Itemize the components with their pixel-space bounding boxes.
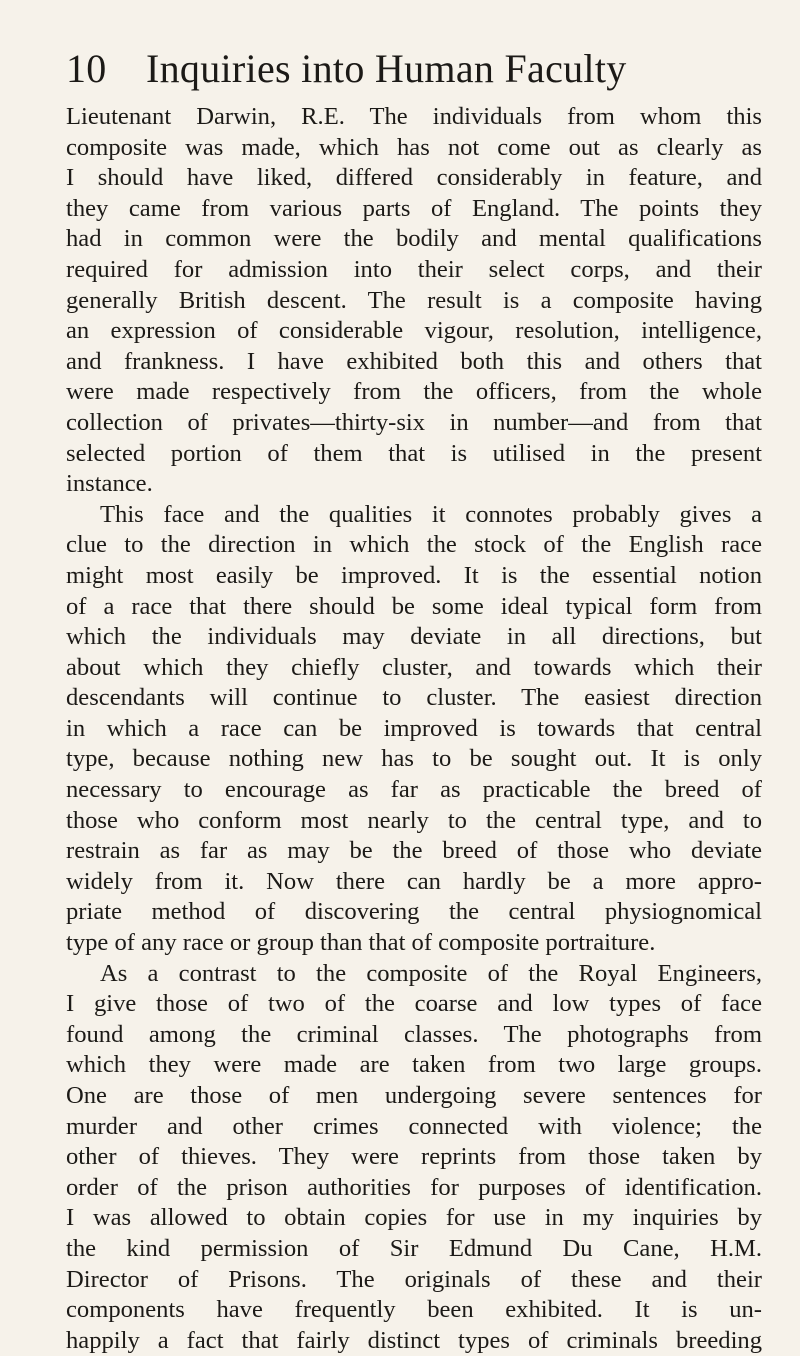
text-line: an expression of considerable vigour, resolution, intelligence, bbox=[66, 317, 762, 345]
text-line: other of thieves. They were reprints from those taken by bbox=[66, 1143, 762, 1171]
text-line: composite was made, which has not come out as clearly as bbox=[66, 133, 762, 161]
body-text bbox=[66, 102, 762, 1356]
text-line: instance. bbox=[66, 470, 153, 498]
text-line: type of any race or group than that of composite portraiture. bbox=[66, 929, 656, 957]
text-line: the kind permission of Sir Edmund Du Cane, H.M. bbox=[66, 1234, 762, 1262]
text-line: I give those of two of the coarse and low types of face bbox=[66, 990, 762, 1018]
text-line: of a race that there should be some ideal typical form from bbox=[66, 592, 762, 620]
text-line: clue to the direction in which the stock of the English race bbox=[66, 531, 762, 559]
text-line: selected portion of them that is utilised in the present bbox=[66, 439, 762, 467]
text-line: generally British descent. The result is a composite having bbox=[66, 286, 762, 314]
text-line: This face and the qualities it connotes probably gives a bbox=[100, 500, 762, 528]
text-line: widely from it. Now there can hardly be a more appro- bbox=[66, 867, 762, 895]
text-line: might most easily be improved. It is the essential notion bbox=[66, 561, 762, 589]
text-line: they came from various parts of England. The points they bbox=[66, 194, 762, 222]
text-line: about which they chiefly cluster, and towards which their bbox=[66, 653, 762, 681]
text-line: collection of privates—thirty-six in number—and from that bbox=[66, 408, 762, 436]
text-line: which they were made are taken from two large groups. bbox=[66, 1051, 762, 1079]
text-line: components have frequently been exhibited. It is un- bbox=[66, 1296, 762, 1324]
text-line: and frankness. I have exhibited both this and others that bbox=[66, 347, 762, 375]
text-line: One are those of men undergoing severe sentences for bbox=[66, 1082, 762, 1109]
text-line: found among the criminal classes. The photographs from bbox=[66, 1020, 762, 1048]
running-header bbox=[66, 44, 756, 94]
text-line: in which a race can be improved is towards that central bbox=[66, 714, 762, 742]
page-number: 10 bbox=[66, 46, 107, 91]
text-line: which the individuals may deviate in all directions, but bbox=[66, 623, 762, 651]
running-title: Inquiries into Human Faculty bbox=[146, 46, 627, 91]
text-line: those who conform most nearly to the central type, and to bbox=[66, 806, 762, 834]
text-line: had in common were the bodily and mental qualifications bbox=[66, 225, 762, 253]
text-line: Lieutenant Darwin, R.E. The individuals from whom this bbox=[66, 103, 762, 130]
text-line: happily a fact that fairly distinct types of criminals breeding bbox=[66, 1326, 762, 1354]
text-line: type, because nothing new has to be sought out. It is only bbox=[66, 745, 762, 773]
text-line: Director of Prisons. The originals of these and their bbox=[66, 1265, 762, 1293]
text-line: I was allowed to obtain copies for use in my inquiries by bbox=[66, 1204, 762, 1232]
text-line: were made respectively from the officers, from the whole bbox=[66, 378, 762, 406]
text-line: order of the prison authorities for purposes of identification. bbox=[66, 1173, 762, 1201]
text-line: As a contrast to the composite of the Royal Engineers, bbox=[100, 959, 762, 987]
text-line: necessary to encourage as far as practicable the breed of bbox=[66, 776, 762, 804]
text-line: descendants will continue to cluster. The easiest direction bbox=[66, 684, 762, 712]
text-line: restrain as far as may be the breed of those who deviate bbox=[66, 837, 762, 865]
text-line: murder and other crimes connected with violence; the bbox=[66, 1112, 762, 1140]
text-line: priate method of discovering the central physiognomical bbox=[66, 898, 762, 926]
text-line: I should have liked, differed considerably in feature, and bbox=[66, 164, 762, 192]
text-line: required for admission into their select corps, and their bbox=[66, 255, 762, 283]
